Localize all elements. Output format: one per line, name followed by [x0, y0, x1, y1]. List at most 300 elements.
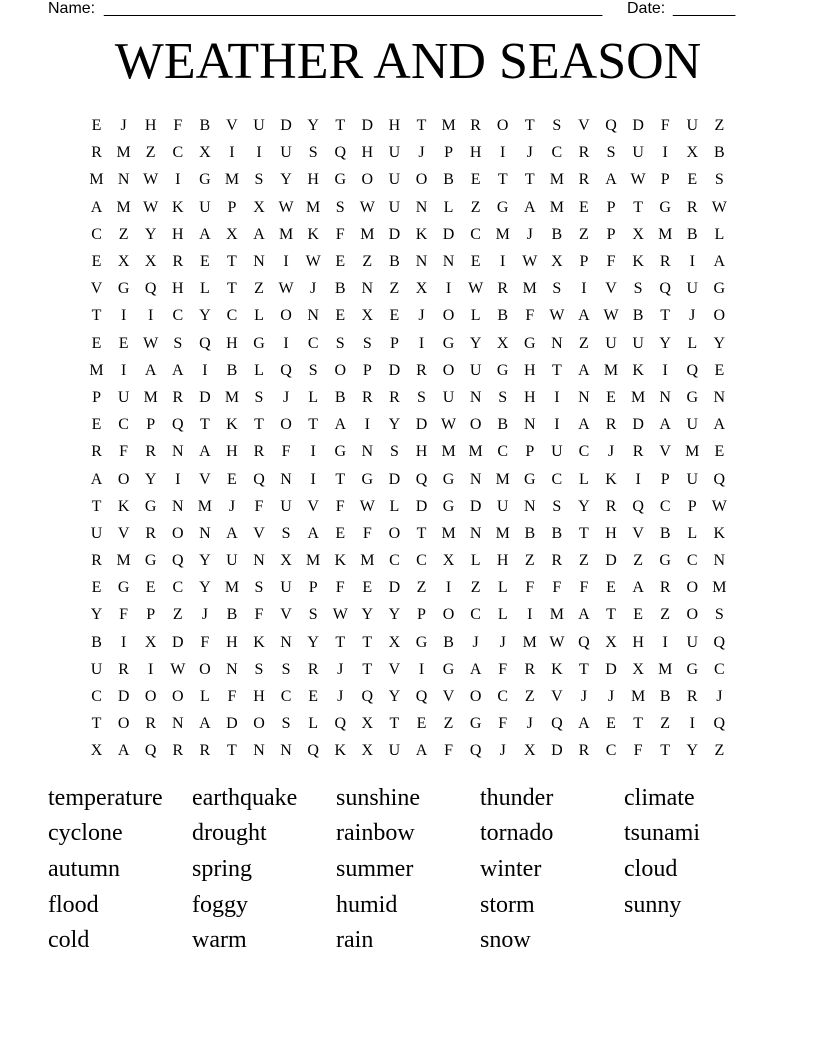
grid-letter: N [280, 633, 292, 651]
grid-letter: X [605, 633, 617, 651]
grid-letter: U [199, 198, 211, 216]
grid-letter: B [659, 524, 671, 542]
grid-letter: N [253, 253, 265, 271]
grid-letter: C [172, 307, 184, 325]
grid-letter: J [418, 144, 425, 162]
grid-letter: W [549, 633, 565, 651]
grid-letter: R [659, 253, 671, 271]
grid-letter: J [580, 688, 588, 706]
grid-letter: F [200, 633, 210, 651]
grid-letter: T [551, 361, 562, 379]
grid-row [83, 275, 733, 302]
grid-letter: X [144, 253, 157, 271]
grid-letter: G [199, 171, 211, 189]
grid-letter: N [117, 171, 130, 189]
grid-letter: M [495, 225, 510, 243]
grid-letter: R [361, 388, 373, 406]
grid-letter: I [445, 280, 452, 298]
grid-letter: J [526, 225, 533, 243]
grid-letter: Z [660, 606, 671, 624]
grid-letter: T [660, 742, 671, 760]
grid-letter: L [497, 579, 508, 597]
grid-letter: V [253, 524, 265, 542]
grid-letter: B [686, 225, 698, 243]
grid-letter: A [117, 742, 130, 760]
grid-letter: Z [145, 144, 156, 162]
grid-letter: S [254, 171, 264, 189]
grid-letter: X [442, 552, 455, 570]
grid-letter: H [226, 334, 238, 352]
grid-letter: S [633, 280, 643, 298]
grid-letter: J [526, 144, 533, 162]
grid-letter: I [662, 144, 668, 162]
grid-letter: A [632, 579, 644, 597]
grid-letter: J [418, 307, 425, 325]
grid-letter: F [579, 579, 589, 597]
grid-letter: M [306, 552, 321, 570]
grid-letter: X [144, 633, 157, 651]
grid-letter: R [172, 742, 184, 760]
grid-letter: D [442, 225, 455, 243]
grid-letter: K [307, 225, 319, 243]
grid-letter: J [607, 688, 615, 706]
grid-letter: W [143, 198, 159, 216]
grid-letter: Z [633, 552, 643, 570]
grid-letter: O [117, 470, 130, 488]
grid-letter: T [633, 198, 643, 216]
grid-letter: U [551, 443, 563, 461]
grid-letter: R [145, 443, 157, 461]
grid-letter: F [498, 660, 508, 678]
grid-letter: E [335, 524, 346, 542]
grid-letter: Q [415, 470, 428, 488]
grid-letter: X [415, 280, 428, 298]
grid-letter: T [308, 416, 319, 434]
grid-letter: S [606, 144, 616, 162]
grid-letter: M [306, 198, 321, 216]
grid-letter: J [472, 633, 479, 651]
grid-letter: G [524, 470, 536, 488]
grid-letter: M [278, 225, 294, 243]
grid-letter: O [496, 117, 509, 135]
grid-letter: I [689, 253, 695, 271]
grid-letter: A [415, 742, 428, 760]
grid-letter: P [687, 497, 697, 515]
grid-letter: A [226, 524, 238, 542]
grid-letter: O [469, 688, 482, 706]
grid-letter: H [361, 144, 374, 162]
grid-letter: N [361, 280, 374, 298]
grid-letter: I [148, 307, 154, 325]
grid-letter: A [199, 715, 211, 733]
grid-row [83, 357, 733, 384]
grid-letter: U [388, 144, 401, 162]
grid-letter: T [227, 280, 237, 298]
grid-letter: I [418, 660, 425, 678]
grid-letter: I [310, 470, 316, 488]
grid-letter: E [91, 253, 102, 271]
grid-letter: H [171, 280, 184, 298]
grid-letter: W [630, 171, 646, 189]
word-item: snow [480, 927, 531, 954]
grid-letter: X [551, 253, 563, 271]
grid-letter: M [468, 443, 483, 461]
grid-letter: E [118, 334, 129, 352]
name-blank-line: ________________________________________________________ [104, 0, 603, 17]
grid-letter: C [470, 225, 481, 243]
grid-letter: N [253, 742, 265, 760]
grid-letter: M [630, 688, 646, 706]
grid-letter: G [469, 715, 482, 733]
grid-letter: N [280, 470, 292, 488]
grid-letter: H [632, 633, 644, 651]
grid-letter: P [389, 334, 399, 352]
grid-letter: D [388, 579, 401, 597]
grid-letter: E [714, 443, 725, 461]
name-label: Name: [48, 0, 96, 17]
grid-letter: D [280, 117, 292, 135]
grid-letter: Z [389, 280, 400, 298]
letter-grid [83, 112, 733, 765]
grid-letter: Z [254, 280, 264, 298]
grid-letter: W [441, 416, 457, 434]
grid-letter: L [254, 361, 264, 379]
grid-letter: A [199, 443, 211, 461]
grid-letter: Y [388, 688, 401, 706]
grid-letter: C [280, 688, 292, 706]
grid-letter: M [360, 552, 375, 570]
grid-letter: I [256, 144, 262, 162]
grid-letter: K [713, 524, 726, 542]
grid-letter: U [388, 198, 401, 216]
grid-letter: Q [578, 633, 590, 651]
grid-letter: G [496, 198, 509, 216]
word-item: sunny [624, 891, 682, 918]
grid-letter: Y [90, 606, 103, 624]
grid-letter: I [500, 144, 506, 162]
grid-letter: M [360, 225, 375, 243]
grid-letter: T [335, 117, 346, 135]
grid-letter: R [578, 144, 590, 162]
grid-letter: L [470, 552, 481, 570]
grid-letter: W [549, 307, 565, 325]
grid-letter: S [552, 497, 562, 515]
grid-letter: N [171, 443, 184, 461]
grid-letter: I [229, 144, 235, 162]
grid-letter: S [308, 144, 318, 162]
grid-letter: D [469, 497, 482, 515]
grid-letter: N [415, 198, 428, 216]
grid-letter: S [308, 606, 318, 624]
grid-letter: X [388, 633, 401, 651]
grid-letter: R [307, 660, 319, 678]
grid-letter: Q [280, 361, 292, 379]
word-list [48, 780, 768, 958]
grid-letter: U [686, 117, 699, 135]
grid-letter: L [199, 688, 210, 706]
grid-letter: T [362, 660, 373, 678]
grid-row [83, 656, 733, 683]
grid-letter: S [714, 606, 724, 624]
grid-letter: E [91, 117, 102, 135]
grid-letter: I [500, 253, 506, 271]
grid-letter: X [199, 144, 211, 162]
grid-letter: T [227, 742, 237, 760]
grid-letter: S [281, 660, 291, 678]
grid-letter: A [199, 225, 211, 243]
grid-letter: M [116, 552, 131, 570]
grid-letter: P [146, 416, 156, 434]
grid-letter: G [442, 334, 455, 352]
grid-letter: W [711, 497, 727, 515]
grid-letter: G [334, 443, 347, 461]
grid-letter: V [307, 497, 319, 515]
grid-letter: N [713, 552, 726, 570]
grid-letter: J [337, 688, 344, 706]
grid-letter: U [686, 416, 699, 434]
grid-letter: S [498, 388, 508, 406]
word-row [48, 851, 768, 887]
grid-letter: M [197, 497, 212, 515]
grid-letter: W [359, 497, 375, 515]
grid-letter: E [416, 715, 427, 733]
grid-letter: B [443, 633, 454, 651]
grid-letter: U [388, 171, 401, 189]
grid-row [83, 384, 733, 411]
grid-letter: A [713, 416, 726, 434]
grid-letter: G [659, 552, 671, 570]
grid-letter: D [605, 552, 617, 570]
grid-letter: X [253, 198, 265, 216]
grid-letter: O [171, 688, 184, 706]
grid-letter: V [226, 117, 238, 135]
grid-letter: A [469, 660, 482, 678]
grid-row [83, 194, 733, 221]
grid-letter: D [605, 660, 617, 678]
grid-letter: B [524, 524, 536, 542]
grid-letter: C [714, 660, 725, 678]
grid-letter: X [632, 660, 644, 678]
grid-letter: F [254, 497, 264, 515]
grid-letter: D [171, 633, 184, 651]
grid-letter: L [199, 280, 210, 298]
grid-letter: I [120, 307, 127, 325]
grid-letter: B [551, 225, 563, 243]
grid-letter: N [361, 443, 374, 461]
word-row [48, 780, 768, 816]
grid-letter: Q [144, 280, 157, 298]
grid-letter: I [202, 361, 208, 379]
grid-letter: B [389, 253, 400, 271]
grid-letter: Q [605, 117, 617, 135]
grid-letter: J [716, 688, 723, 706]
grid-letter: X [280, 552, 292, 570]
grid-letter: P [525, 443, 535, 461]
grid-letter: O [280, 416, 292, 434]
grid-letter: X [117, 253, 130, 271]
grid-letter: N [226, 660, 238, 678]
grid-letter: C [118, 416, 129, 434]
grid-letter: D [632, 416, 644, 434]
grid-letter: Z [470, 198, 481, 216]
grid-letter: Q [551, 715, 563, 733]
grid-letter: W [468, 280, 484, 298]
grid-letter: I [364, 416, 370, 434]
grid-letter: D [388, 361, 401, 379]
grid-letter: M [89, 361, 104, 379]
grid-letter: E [308, 688, 319, 706]
grid-letter: I [120, 361, 127, 379]
grid-letter: M [116, 144, 131, 162]
grid-letter: G [117, 280, 130, 298]
grid-letter: L [470, 307, 481, 325]
grid-letter: S [254, 579, 264, 597]
grid-letter: Z [172, 606, 183, 624]
grid-letter: O [117, 715, 130, 733]
grid-letter: B [659, 688, 671, 706]
grid-letter: I [283, 253, 289, 271]
grid-letter: V [199, 470, 211, 488]
grid-letter: M [522, 280, 537, 298]
grid-letter: A [713, 253, 726, 271]
grid-letter: G [442, 497, 455, 515]
grid-letter: O [442, 606, 455, 624]
grid-letter: I [418, 334, 425, 352]
grid-letter: C [605, 742, 617, 760]
grid-letter: E [606, 579, 616, 597]
grid-letter: F [552, 579, 562, 597]
grid-letter: Z [714, 742, 725, 760]
grid-letter: C [578, 443, 590, 461]
grid-letter: M [495, 470, 510, 488]
grid-letter: U [632, 144, 644, 162]
grid-letter: E [470, 253, 481, 271]
grid-letter: G [253, 334, 265, 352]
grid-letter: N [659, 388, 671, 406]
grid-letter: I [662, 633, 668, 651]
grid-letter: T [606, 606, 616, 624]
grid-letter: N [578, 388, 590, 406]
grid-letter: E [91, 334, 102, 352]
word-item: summer [336, 855, 414, 882]
grid-letter: X [90, 742, 103, 760]
grid-row [83, 166, 733, 193]
grid-letter: Y [144, 225, 157, 243]
grid-letter: B [632, 307, 644, 325]
grid-letter: S [254, 660, 264, 678]
grid-letter: Y [144, 470, 157, 488]
grid-letter: B [497, 416, 509, 434]
grid-letter: E [199, 253, 210, 271]
word-item: storm [480, 891, 535, 918]
grid-letter: U [226, 552, 238, 570]
grid-letter: Q [713, 470, 726, 488]
grid-letter: R [91, 443, 102, 461]
grid-letter: J [310, 280, 317, 298]
grid-letter: Z [524, 552, 535, 570]
grid-letter: F [119, 443, 129, 461]
grid-letter: T [389, 715, 400, 733]
grid-letter: R [524, 660, 536, 678]
grid-letter: F [281, 443, 291, 461]
grid-letter: D [388, 470, 401, 488]
grid-letter: R [172, 253, 184, 271]
grid-letter: R [659, 579, 671, 597]
word-item: cold [48, 927, 90, 954]
grid-letter: K [226, 416, 238, 434]
grid-letter: H [171, 225, 184, 243]
grid-letter: J [337, 660, 344, 678]
grid-letter: H [307, 171, 319, 189]
grid-letter: M [685, 443, 700, 461]
grid-letter: S [254, 388, 264, 406]
grid-letter: V [632, 524, 644, 542]
grid-letter: F [660, 117, 670, 135]
grid-letter: K [415, 225, 428, 243]
grid-letter: X [361, 742, 374, 760]
grid-letter: A [659, 416, 671, 434]
grid-letter: G [361, 470, 374, 488]
grid-letter: J [499, 633, 506, 651]
grid-letter: R [605, 416, 617, 434]
grid-letter: F [525, 579, 535, 597]
grid-letter: I [581, 280, 587, 298]
grid-letter: T [416, 524, 427, 542]
grid-letter: T [91, 497, 102, 515]
grid-letter: M [441, 117, 456, 135]
grid-letter: G [415, 633, 428, 651]
grid-letter: P [146, 606, 156, 624]
grid-letter: U [686, 280, 699, 298]
grid-letter: D [199, 388, 211, 406]
date-label: Date: [627, 0, 666, 17]
grid-row [83, 601, 733, 628]
grid-letter: B [714, 144, 725, 162]
grid-letter: M [522, 633, 537, 651]
date-blank-line: _______ [673, 0, 736, 17]
grid-letter: Q [713, 715, 726, 733]
grid-letter: K [334, 552, 347, 570]
grid-letter: I [445, 579, 452, 597]
grid-letter: L [443, 198, 454, 216]
grid-letter: W [143, 171, 159, 189]
grid-letter: M [89, 171, 104, 189]
grid-letter: C [172, 144, 184, 162]
grid-letter: W [278, 198, 294, 216]
grid-letter: Q [659, 280, 671, 298]
grid-letter: M [603, 361, 619, 379]
grid-letter: E [227, 470, 237, 488]
grid-letter: Z [714, 117, 725, 135]
word-item: tsunami [624, 820, 700, 847]
grid-letter: F [444, 742, 453, 760]
grid-letter: N [442, 253, 455, 271]
grid-letter: S [714, 171, 724, 189]
grid-letter: H [253, 688, 265, 706]
grid-letter: K [334, 742, 347, 760]
grid-letter: L [389, 497, 400, 515]
grid-letter: E [606, 388, 616, 406]
word-row [48, 887, 768, 923]
grid-letter: X [686, 144, 699, 162]
grid-letter: E [579, 198, 589, 216]
grid-letter: M [441, 524, 456, 542]
grid-letter: U [442, 388, 455, 406]
word-item: cyclone [48, 820, 123, 847]
grid-letter: T [362, 633, 373, 651]
grid-letter: R [605, 497, 617, 515]
grid-letter: N [415, 253, 428, 271]
